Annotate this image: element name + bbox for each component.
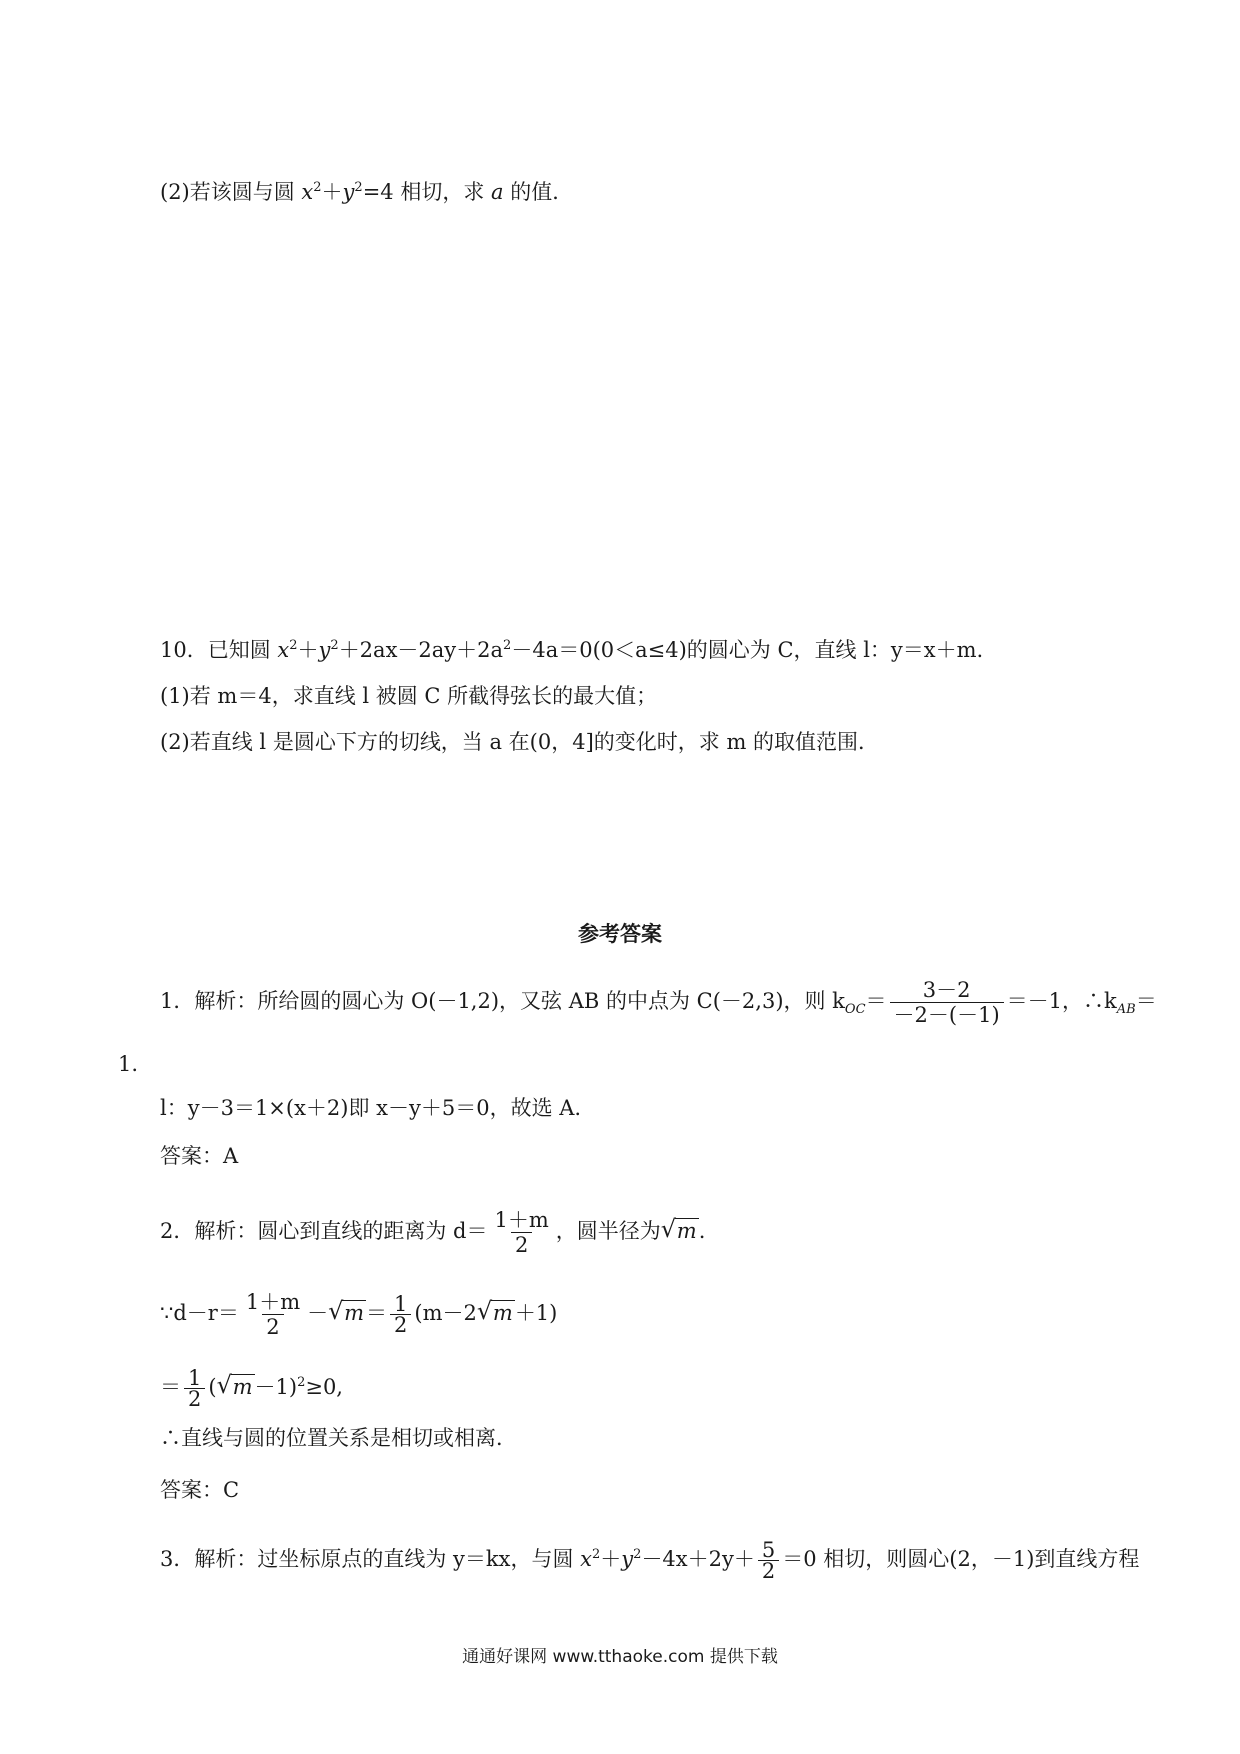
answer1-result: 答案：A	[160, 1144, 239, 1168]
answer2-result: 答案：C	[160, 1478, 240, 1502]
answer2-line3: ＝ $\frac{1}{2}$ (√ m－1)$^2$≥0,	[160, 1368, 343, 1409]
answer3-line1: 3．解析：过坐标原点的直线为 y＝kx，与圆 $x^2+y^2-4x+2y+$ $\frac{5}{2}$ ＝0 相切，则圆心(2，－1)到直线方程	[160, 1538, 1140, 1583]
page-footer: 通通好课网 www.tthaoke.com 提供下载	[462, 1647, 778, 1667]
answer2-line4: ∴直线与圆的位置关系是相切或相离．	[160, 1426, 517, 1450]
answer1-line1: 1．解析：所给圆的圆心为 O(－1,2)，又弦 AB 的中点为 C(－2,3)，则 $k_{OC}=$ $\frac{3-2}{-2-(-1)}$ ＝－1，$\therefore k_{AB}=$	[160, 978, 1157, 1027]
slope-fraction: $\frac{3-2}{-2-(-1)}$	[890, 978, 1004, 1027]
answers-title: 参考答案	[578, 922, 662, 946]
problem10-part2: (2)若直线 l 是圆心下方的切线，当 a 在(0，4]的变化时，求 m 的取值范围．	[160, 730, 880, 754]
problem9-part2: (2)若该圆与圆 $x^2+y^2=4$ 相切，求 a 的值．	[160, 180, 574, 204]
problem10-stem: 10．已知圆 $x^2+y^2+2ax-2ay+2a^2-4a=0(0<a\le 4)$的圆心为 C，直线 l：y＝x＋m.	[160, 638, 984, 662]
sqrt-m: √ m	[661, 1217, 699, 1245]
answer1-line2: l：y－3＝1×(x＋2)即 x－y＋5＝0，故选 A.	[160, 1096, 582, 1120]
answer1-wrap: 1.	[118, 1052, 139, 1076]
problem10-part1: (1)若 m＝4，求直线 l 被圆 C 所截得弦长的最大值；	[160, 684, 658, 708]
answer2-line1: 2．解析：圆心到直线的距离为 d＝ $\frac{1+m}{2}$ ，圆半径为√ m.	[160, 1208, 705, 1257]
answer2-line2: ∵d－r＝ $\frac{1+m}{2}$ －√ m＝ $\frac{1}{2}$ (m－2√ m＋1)	[160, 1290, 557, 1339]
